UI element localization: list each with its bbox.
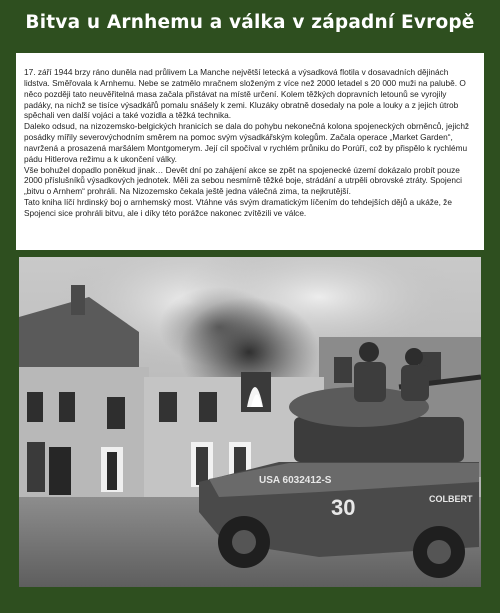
vehicle-number: 30 (331, 495, 356, 520)
vehicle-name: COLBERT (429, 494, 473, 504)
historical-photo-armored-car (19, 257, 481, 587)
description-text-panel (16, 53, 484, 250)
vehicle-registration: USA 6032412-S (259, 475, 332, 486)
photo-illustration (19, 257, 481, 587)
paragraph-1: 17. září 1944 brzy ráno duněla nad průlivem La Manche největší letecká a výsadková flotila v dosavadních dějinách lidstva. Směřovala k Arnhemu. Nebe se zatmělo mračnem složeným z více než 2000 letadel s 20 000 muži na palubě. O něco později tato neuvěřitelná masa začala přistávat na místě určení. Kolem těžkých dopravních letounů se vyrojily padáky, na nichž se tisíce výsadkářů pomalu snášely k zemi. Kluzáky obratně dosedaly na pole a louky a z jejich útrob spěchali ven další vojáci a také vozidla a těžká technika. (24, 67, 466, 121)
soldier (405, 348, 423, 366)
paragraph-3: Vše bohužel dopadlo poněkud jinak… Devět dní po zahájení akce se zpět na spojenecké území dokázalo probít pouze 2000 příslušníků výsadkových jednotek. Měli za sebou nesmírně těžké boje, strádání a utrpěli obrovské ztráty. Spojenci „bitvu o Arnhem“ prohráli. Na Nizozemsko čekala ještě jedna válečná zima, ta nejkrutější. (24, 164, 462, 197)
paragraph-4: Tato kniha líčí hrdinský boj o arnhemský most. Vtáhne vás svým dramatickým líčením do tehdejších dějů a ukáže, že Spojenci sice prohráli bitvu, ale i díky této porážce nakonec zvítězili ve válce. (24, 197, 452, 218)
paragraph-2: Daleko odsud, na nizozemsko-belgických hranicích se dala do pohybu nekonečná kolona spojeneckých obrněnců, jejichž posádky mířily severovýchodním směrem na pomoc svým výsadkářským kolegům. Začala operace „Market Garden“, navržená a prosazená maršálem Montgomerym. Její cíl spočíval v rychlém průniku do Porúří, což by přispělo k rychlému pádu Hitlerova režimu a k ukončení války. (24, 121, 470, 164)
soldier (359, 342, 379, 362)
page-title: Bitva u Arnhemu a válka v západní Evropě (25, 12, 475, 33)
